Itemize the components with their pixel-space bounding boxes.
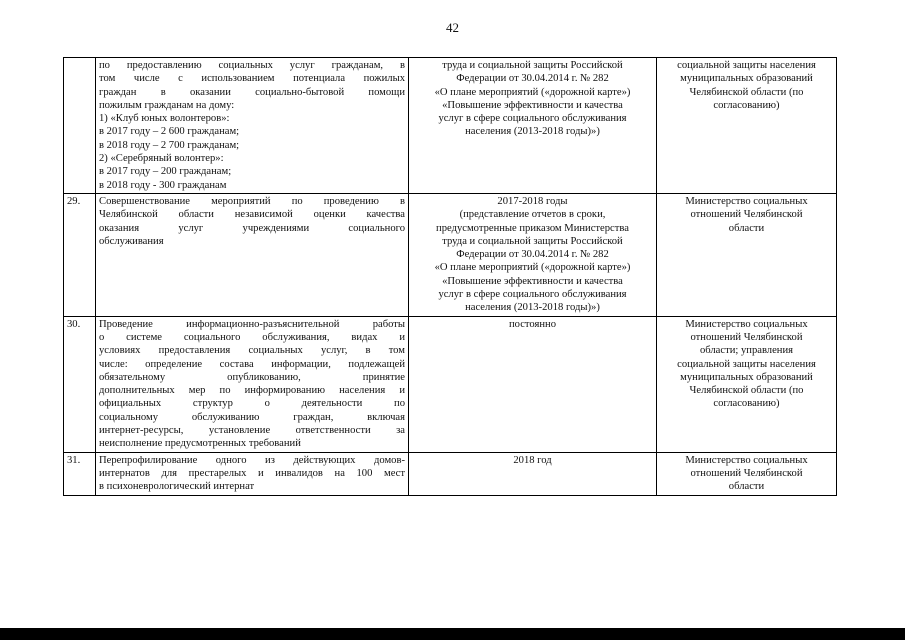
deadline-cell <box>409 452 657 495</box>
activity-line: интернет-ресурсы, установление ответственности за <box>99 425 405 437</box>
activity-line: официальных структур о деятельности по <box>99 398 405 410</box>
activity-line: Перепрофилирование одного из действующих домов- <box>99 454 405 466</box>
deadline-cell <box>409 316 657 452</box>
table-row <box>64 193 837 316</box>
action-plan-table <box>63 57 837 496</box>
activity-line: неисполнение предусмотренных требований <box>99 438 301 450</box>
responsible-line: отношений Челябинской <box>690 331 803 343</box>
responsible-line: Министерство социальных <box>685 195 808 207</box>
deadline-line: «Повышение эффективности и качества <box>442 275 623 287</box>
activity-cell <box>96 58 409 194</box>
responsible-line: отношений Челябинской <box>690 209 803 221</box>
activity-line: оказания услуг учреждениями социального <box>99 222 405 234</box>
activity-line: том числе с использованием потенциала пожилых <box>99 73 405 85</box>
deadline-line: населения (2013-2018 годы)») <box>465 126 600 138</box>
deadline-line: Федерации от 30.04.2014 г. № 282 <box>456 249 609 261</box>
page-number: 42 <box>446 20 459 35</box>
activity-line: в 2018 году – 2 700 гражданам; <box>99 139 240 151</box>
activity-line: Проведение информационно-разъяснительной работы <box>99 318 405 330</box>
deadline-line: Федерации от 30.04.2014 г. № 282 <box>456 73 609 85</box>
responsible-line: согласованию) <box>713 99 780 111</box>
activity-line: обслуживания <box>99 235 164 247</box>
activity-line: интернатов для престарелых и инвалидов на 100 мест <box>99 467 405 479</box>
responsible-cell <box>657 193 837 316</box>
responsible-cell <box>657 316 837 452</box>
deadline-line: 2017-2018 годы <box>497 195 568 207</box>
responsible-line: Челябинской области (по <box>689 385 804 397</box>
activity-cell <box>96 193 409 316</box>
deadline-line: (представление отчетов в сроки, <box>459 209 606 221</box>
responsible-line: социальной защиты населения <box>677 60 816 71</box>
responsible-line: муниципальных образований <box>680 371 813 383</box>
scan-edge-bar <box>0 628 905 640</box>
row-number <box>64 58 96 194</box>
deadline-line: 2018 год <box>513 454 552 466</box>
activity-line: по предоставлению социальных услуг гражданам, в <box>99 60 405 71</box>
activity-line: в 2017 году – 2 600 гражданам; <box>99 126 240 138</box>
responsible-line: области <box>728 481 765 493</box>
deadline-line: «Повышение эффективности и качества <box>442 99 623 111</box>
row-number: 30. <box>64 316 96 452</box>
activity-line: в 2018 году - 300 гражданам <box>99 179 227 191</box>
table-row <box>64 58 837 194</box>
deadline-line: постоянно <box>508 318 557 330</box>
deadline-line: услуг в сфере социального обслуживания <box>438 289 627 301</box>
deadline-line: «О плане мероприятий («дорожной карте») <box>434 86 631 98</box>
responsible-line: области; управления <box>699 345 794 357</box>
table-body <box>64 58 837 496</box>
responsible-line: согласованию) <box>713 398 780 410</box>
activity-line: 2) «Серебряный волонтер»: <box>99 153 224 165</box>
deadline-line: «О плане мероприятий («дорожной карте») <box>434 262 631 274</box>
activity-line: дополнительных мер по информированию населения и <box>99 385 405 397</box>
activity-line: условиях предоставления социальных услуг, в том <box>99 345 405 357</box>
row-number: 29. <box>64 193 96 316</box>
responsible-line: муниципальных образований <box>680 73 813 85</box>
activity-line: обязательному опубликованию, принятие <box>99 371 405 383</box>
activity-line: пожилым гражданам на дому: <box>99 99 235 111</box>
responsible-line: Министерство социальных <box>685 318 808 330</box>
responsible-line: Министерство социальных <box>685 454 808 466</box>
activity-line: в психоневрологический интернат <box>99 481 255 493</box>
row-number: 31. <box>64 452 96 495</box>
activity-cell <box>96 452 409 495</box>
activity-line: о системе социального обслуживания, видах и <box>99 331 405 343</box>
activity-line: Челябинской области независимой оценки качества <box>99 209 405 221</box>
deadline-line: предусмотренные приказом Министерства <box>436 222 629 234</box>
deadline-line: труда и социальной защиты Российской <box>442 235 623 247</box>
deadline-cell <box>409 58 657 194</box>
activity-line: социальному обслуживанию граждан, включая <box>99 411 405 423</box>
responsible-line: отношений Челябинской <box>690 467 803 479</box>
activity-line: 1) «Клуб юных волонтеров»: <box>99 113 230 125</box>
responsible-line: области <box>728 222 765 234</box>
deadline-line: труда и социальной защиты Российской <box>442 60 623 71</box>
deadline-cell <box>409 193 657 316</box>
responsible-cell <box>657 58 837 194</box>
activity-line: граждан в оказании социально-бытовой помощи <box>99 86 405 98</box>
activity-cell <box>96 316 409 452</box>
responsible-line: социальной защиты населения <box>677 358 816 370</box>
activity-line: числе: определение состава информации, подлежащей <box>99 358 405 370</box>
deadline-line: услуг в сфере социального обслуживания <box>438 113 627 125</box>
deadline-line: населения (2013-2018 годы)») <box>465 302 600 314</box>
responsible-line: Челябинской области (по <box>689 86 804 98</box>
activity-line: в 2017 году – 200 гражданам; <box>99 166 232 178</box>
responsible-cell <box>657 452 837 495</box>
table-row <box>64 316 837 452</box>
activity-line: Совершенствование мероприятий по проведению в <box>99 195 405 207</box>
table-row <box>64 452 837 495</box>
